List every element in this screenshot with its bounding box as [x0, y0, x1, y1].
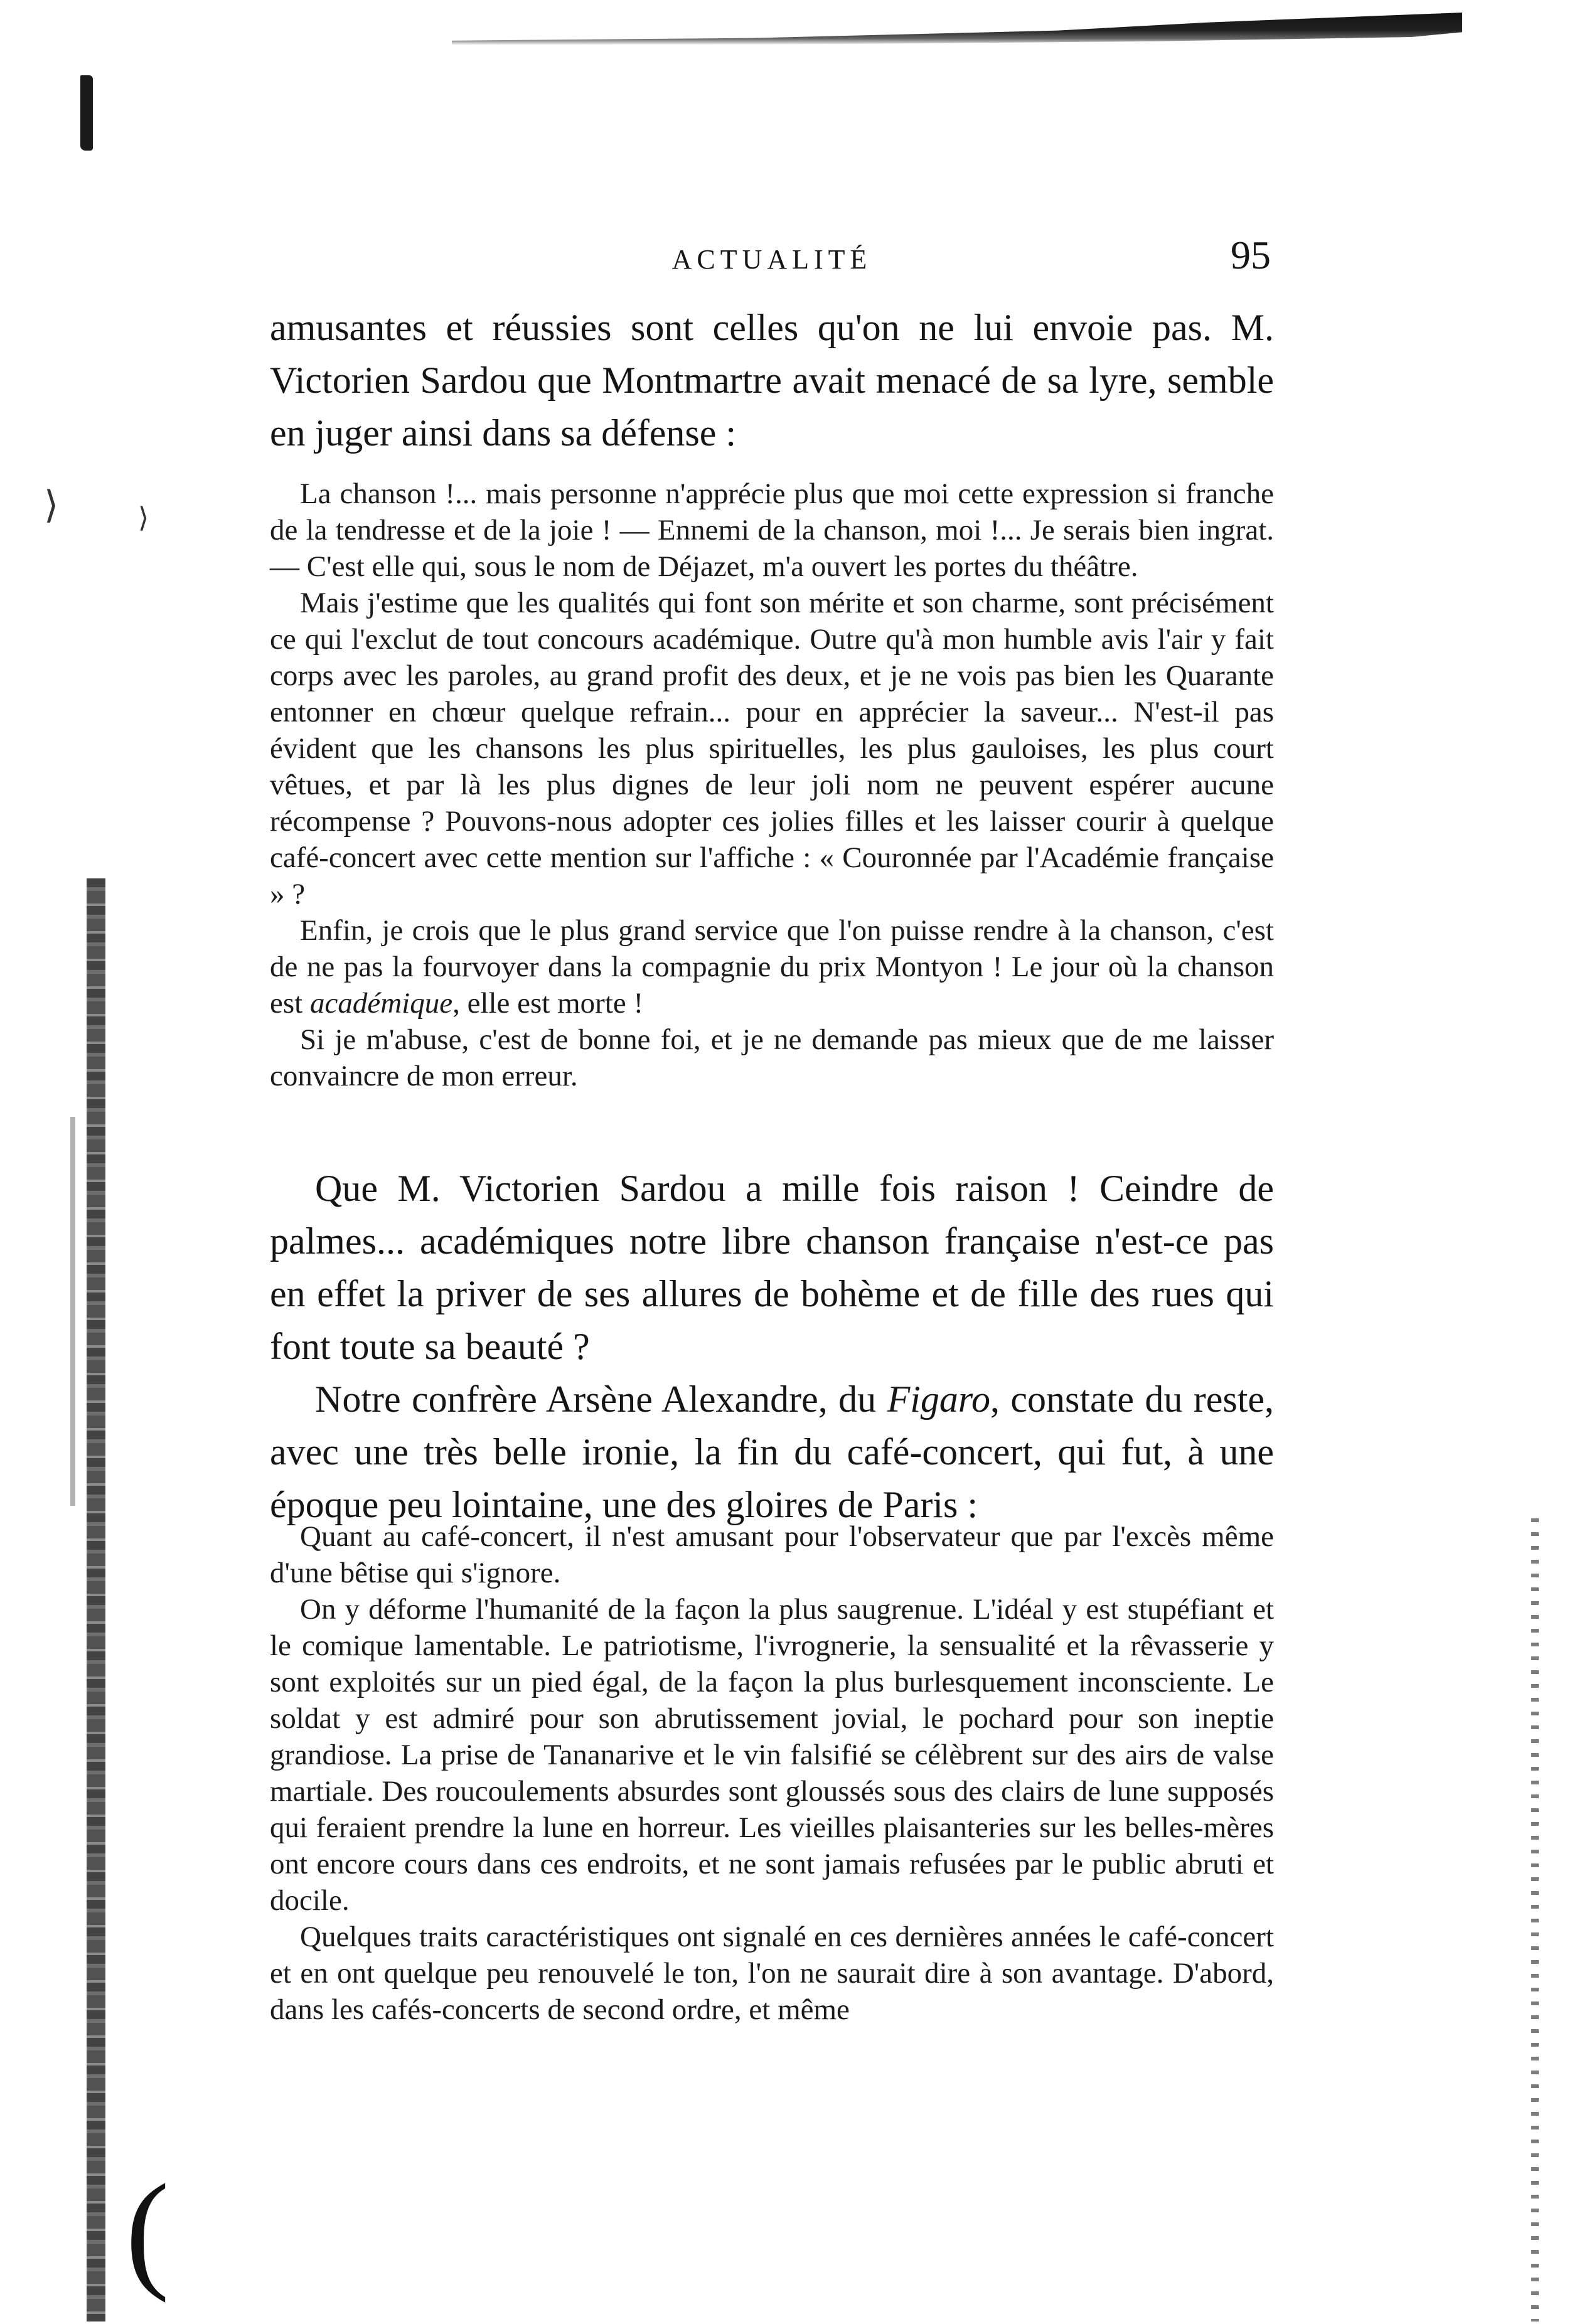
scan-tick: ⟩ — [44, 484, 59, 526]
quote-paragraph: Quelques traits caractéristiques ont signalé en ces dernières années le café-concert et en ont quelque peu renouvelé le ton, l'on ne saurait dire à son avantage. D'abord, dans les cafés-concerts de second ordre, et même — [270, 1921, 1274, 2026]
quote-paragraph: Mais j'estime que les qualités qui font son mérite et son charme, sont précisément ce qui l'exclut de tout concours académique. Outre qu'à mon humble avis l'air y fait corps avec les paroles, au grand profit des deux, et je ne vois pas bien les Quarante entonner en chœur quelque refrain... pour en apprécier la saveur... N'est-il pas évident que les chansons les plus spirituelles, les plus gauloises, les plus court vêtues, et par là les plus dignes de leur joli nom ne peuvent espérer aucune récompense ? Pouvons-nous adopter ces jolies filles et les laisser courir à quelque café-concert avec cette mention sur l'affiche : « Couronnée par l'Académie française » ? — [270, 587, 1274, 910]
scan-right-edge — [1531, 1518, 1539, 2321]
body-paragraph — [270, 1373, 1274, 1531]
italic-word: Figaro — [887, 1378, 991, 1420]
scan-bracket: ( — [126, 2158, 169, 2303]
body-paragraph-intro — [270, 301, 1274, 459]
page-number: 95 — [1231, 233, 1271, 277]
scan-tick: ⟩ — [138, 503, 149, 533]
quote-text: Enfin, je crois que le plus grand service que l'on puisse rendre à la chanson, c'est de ne pas la fourvoyer dans la compagnie du prix Montyon ! Le jour où la chanson est — [270, 914, 1274, 1020]
quote-paragraph: Si je m'abuse, c'est de bonne foi, et je ne demande pas mieux que de me laisser convaincre de mon erreur. — [270, 1023, 1274, 1092]
scan-mark — [80, 75, 93, 151]
quote-paragraph — [270, 912, 1274, 1021]
body-paragraph: amusantes et réussies sont celles qu'on ne lui envoie pas. M. Victorien Sardou que Montmartre avait menacé de sa lyre, semble en juger ainsi dans sa défense : — [270, 307, 1274, 454]
running-head — [273, 232, 1271, 289]
quote-text: , elle est morte ! — [452, 987, 644, 1020]
quote-paragraph: Quant au café-concert, il n'est amusant pour l'observateur que par l'excès même d'une bêtise qui s'ignore. — [270, 1520, 1274, 1589]
body-text: , constate du reste, avec une très belle ironie, la fin du café-concert, qui fut, à une époque peu lointaine, une des gloires de Paris : — [270, 1378, 1275, 1525]
scan-binding-shadow — [70, 1117, 75, 1506]
body-paragraph-commentary — [270, 1162, 1274, 1531]
quote-alexandre — [270, 1518, 1274, 2028]
quote-sardou — [270, 476, 1274, 1094]
body-paragraph: Que M. Victorien Sardou a mille fois raison ! Ceindre de palmes... académiques notre libre chanson française n'est-ce pas en effet la priver de ses allures de bohème et de fille des rues qui font toute sa beauté ? — [270, 1168, 1274, 1367]
scan-binding-edge — [87, 878, 105, 2321]
body-text: Notre confrère Arsène Alexandre, du — [315, 1378, 877, 1420]
quote-paragraph: On y déforme l'humanité de la façon la plus saugrenue. L'idéal y est stupéfiant et le comique lamentable. Le patriotisme, l'ivrognerie, la sensualité et la rêvasserie y sont exploités sur un pied égal, de la façon la plus burlesquement inconsciente. Le soldat y est admiré pour son abrutissement jovial, le pochard pour son ineptie grandiose. La prise de Tananarive et le vin falsifié se célèbrent sur des airs de valse martiale. Des roucoulements absurdes sont gloussés sous des clairs de lune supposés qui feraient prendre la lune en horreur. Les vieilles plaisanteries sur les belles-mères ont encore cours dans ces endroits, et ne sont jamais refusées par le public abruti et docile. — [270, 1593, 1274, 1917]
italic-word: académique — [309, 987, 453, 1020]
quote-paragraph: La chanson !... mais personne n'apprécie plus que moi cette expression si franche de la tendresse et de la joie ! — Ennemi de la chanson, moi !... Je serais bien ingrat. — C'est elle qui, sous le nom de Déjazet, m'a ouvert les portes du théâtre. — [270, 477, 1274, 583]
running-title: ACTUALITÉ — [671, 244, 872, 275]
scan-top-rule — [452, 13, 1462, 45]
